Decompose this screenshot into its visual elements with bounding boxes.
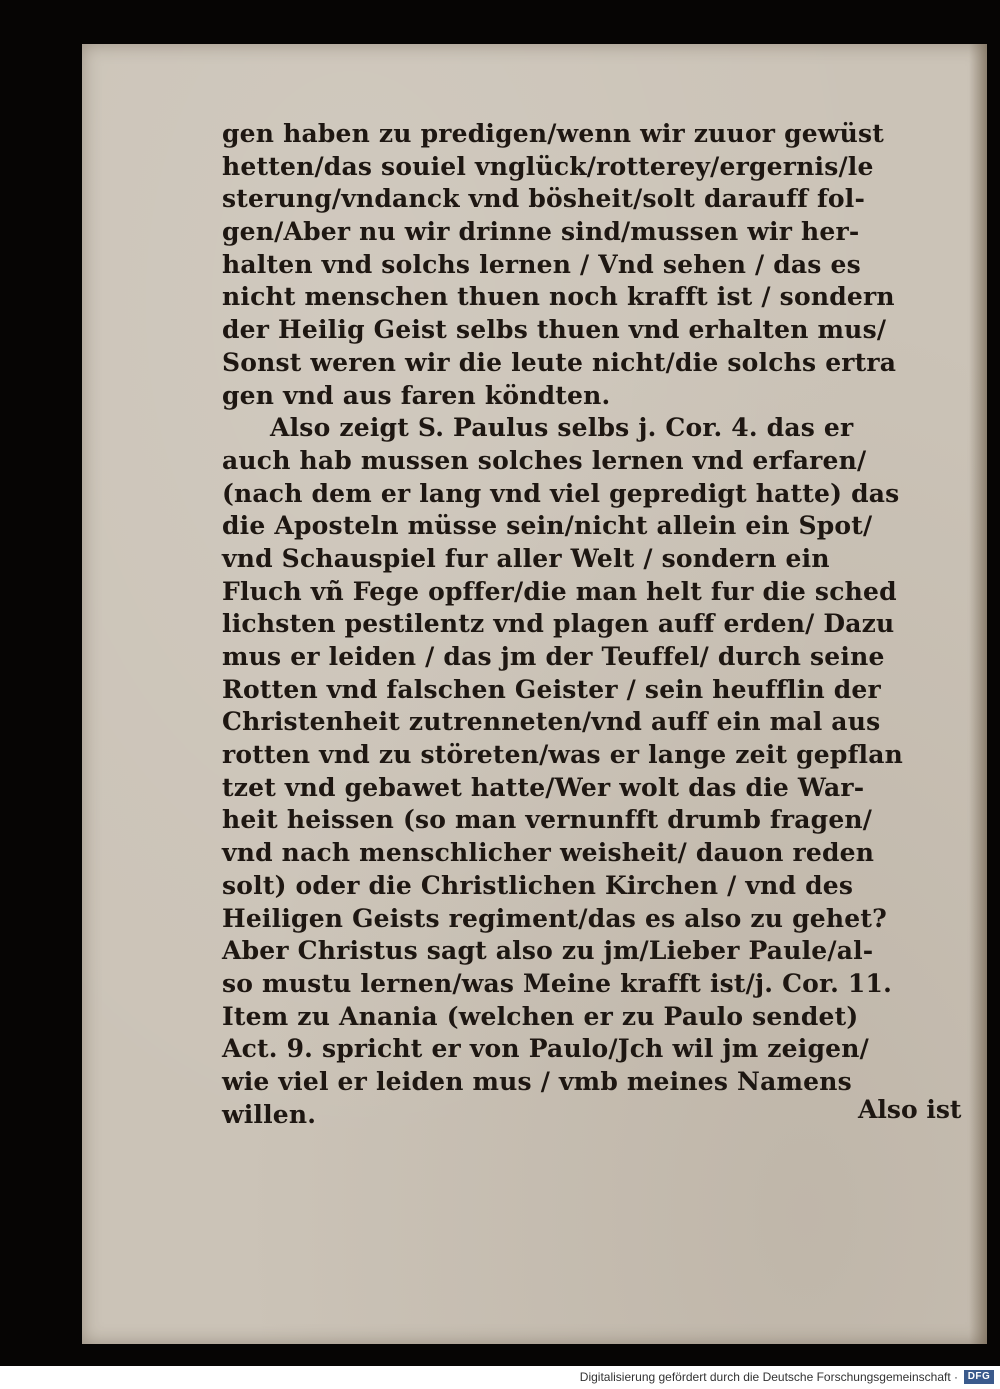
text-line: gen vnd aus faren köndten. — [222, 380, 611, 410]
text-line: tzet vnd gebawet hatte/Wer wolt das die War- — [222, 772, 865, 802]
text-line: lichsten pestilentz vnd plagen auff erden/ Dazu — [222, 609, 895, 639]
text-line: vnd Schauspiel fur aller Welt / sondern ein — [222, 543, 830, 573]
text-line: wie viel er leiden mus / vmb meines Namens — [222, 1066, 852, 1096]
text-line: so mustu lernen/was Meine krafft ist/j. Cor. 11. — [222, 968, 893, 998]
text-line: auch hab mussen solches lernen vnd erfaren/ — [222, 445, 867, 475]
dfg-logo: DFG — [964, 1370, 994, 1384]
footer-bar — [0, 1366, 1000, 1389]
text-line: der Heilig Geist selbs thuen vnd erhalten mus/ — [222, 315, 887, 345]
text-line: Sonst weren wir die leute nicht/die solchs ertra — [222, 347, 897, 377]
funding-credit: Digitalisierung gefördert durch die Deutsche Forschungsgemeinschaft · — [579, 1370, 958, 1384]
text-line: mus er leiden / das jm der Teuffel/ durch seine — [222, 642, 885, 671]
text-line: gen haben zu predigen/wenn wir zuuor gewüst — [222, 119, 884, 148]
text-line: gen/Aber nu wir drinne sind/mussen wir her- — [222, 217, 860, 247]
text-line: rotten vnd zu störeten/was er lange zeit gepflan — [222, 740, 904, 770]
text-line: heit heissen (so man vernunfft drumb fragen/ — [222, 805, 873, 835]
text-line: Rotten vnd falschen Geister / sein heufflin der — [222, 674, 881, 704]
text-line: willen. — [222, 1099, 317, 1129]
text-line: sterung/vndanck vnd bösheit/solt darauff fol- — [222, 184, 866, 214]
text-line: Heiligen Geists regiment/das es also zu gehet? — [222, 903, 887, 933]
text-line: solt) oder die Christlichen Kirchen / vnd des — [222, 870, 854, 900]
catchword: Also ist — [858, 1095, 962, 1124]
text-line: Christenheit zutrenneten/vnd auff ein mal aus — [222, 707, 881, 737]
text-line: hetten/das souiel vnglück/rotterey/ergernis/le — [222, 151, 874, 181]
text-line: Act. 9. spricht er von Paulo/Jch wil jm zeigen/ — [222, 1034, 869, 1064]
text-line: Fluch vñ Fege opffer/die man helt fur die sched — [222, 576, 897, 606]
page-text-block — [222, 118, 952, 1131]
text-line: die Aposteln müsse sein/nicht allein ein Spot/ — [222, 511, 873, 541]
text-line: halten vnd solchs lernen / Vnd sehen / das es — [222, 249, 861, 279]
text-line: Aber Christus sagt also zu jm/Lieber Paule/al- — [222, 936, 874, 966]
text-line: vnd nach menschlicher weisheit/ dauon reden — [222, 838, 875, 868]
paragraph-start-line: Also zeigt S. Paulus selbs j. Cor. 4. das er — [270, 413, 854, 443]
page-edge-shadow — [969, 44, 987, 1344]
text-line: (nach dem er lang vnd viel gepredigt hatte) das — [222, 478, 900, 508]
text-line: Item zu Anania (welchen er zu Paulo sendet) — [222, 1001, 859, 1031]
text-line: nicht menschen thuen noch krafft ist / sondern — [222, 282, 895, 312]
